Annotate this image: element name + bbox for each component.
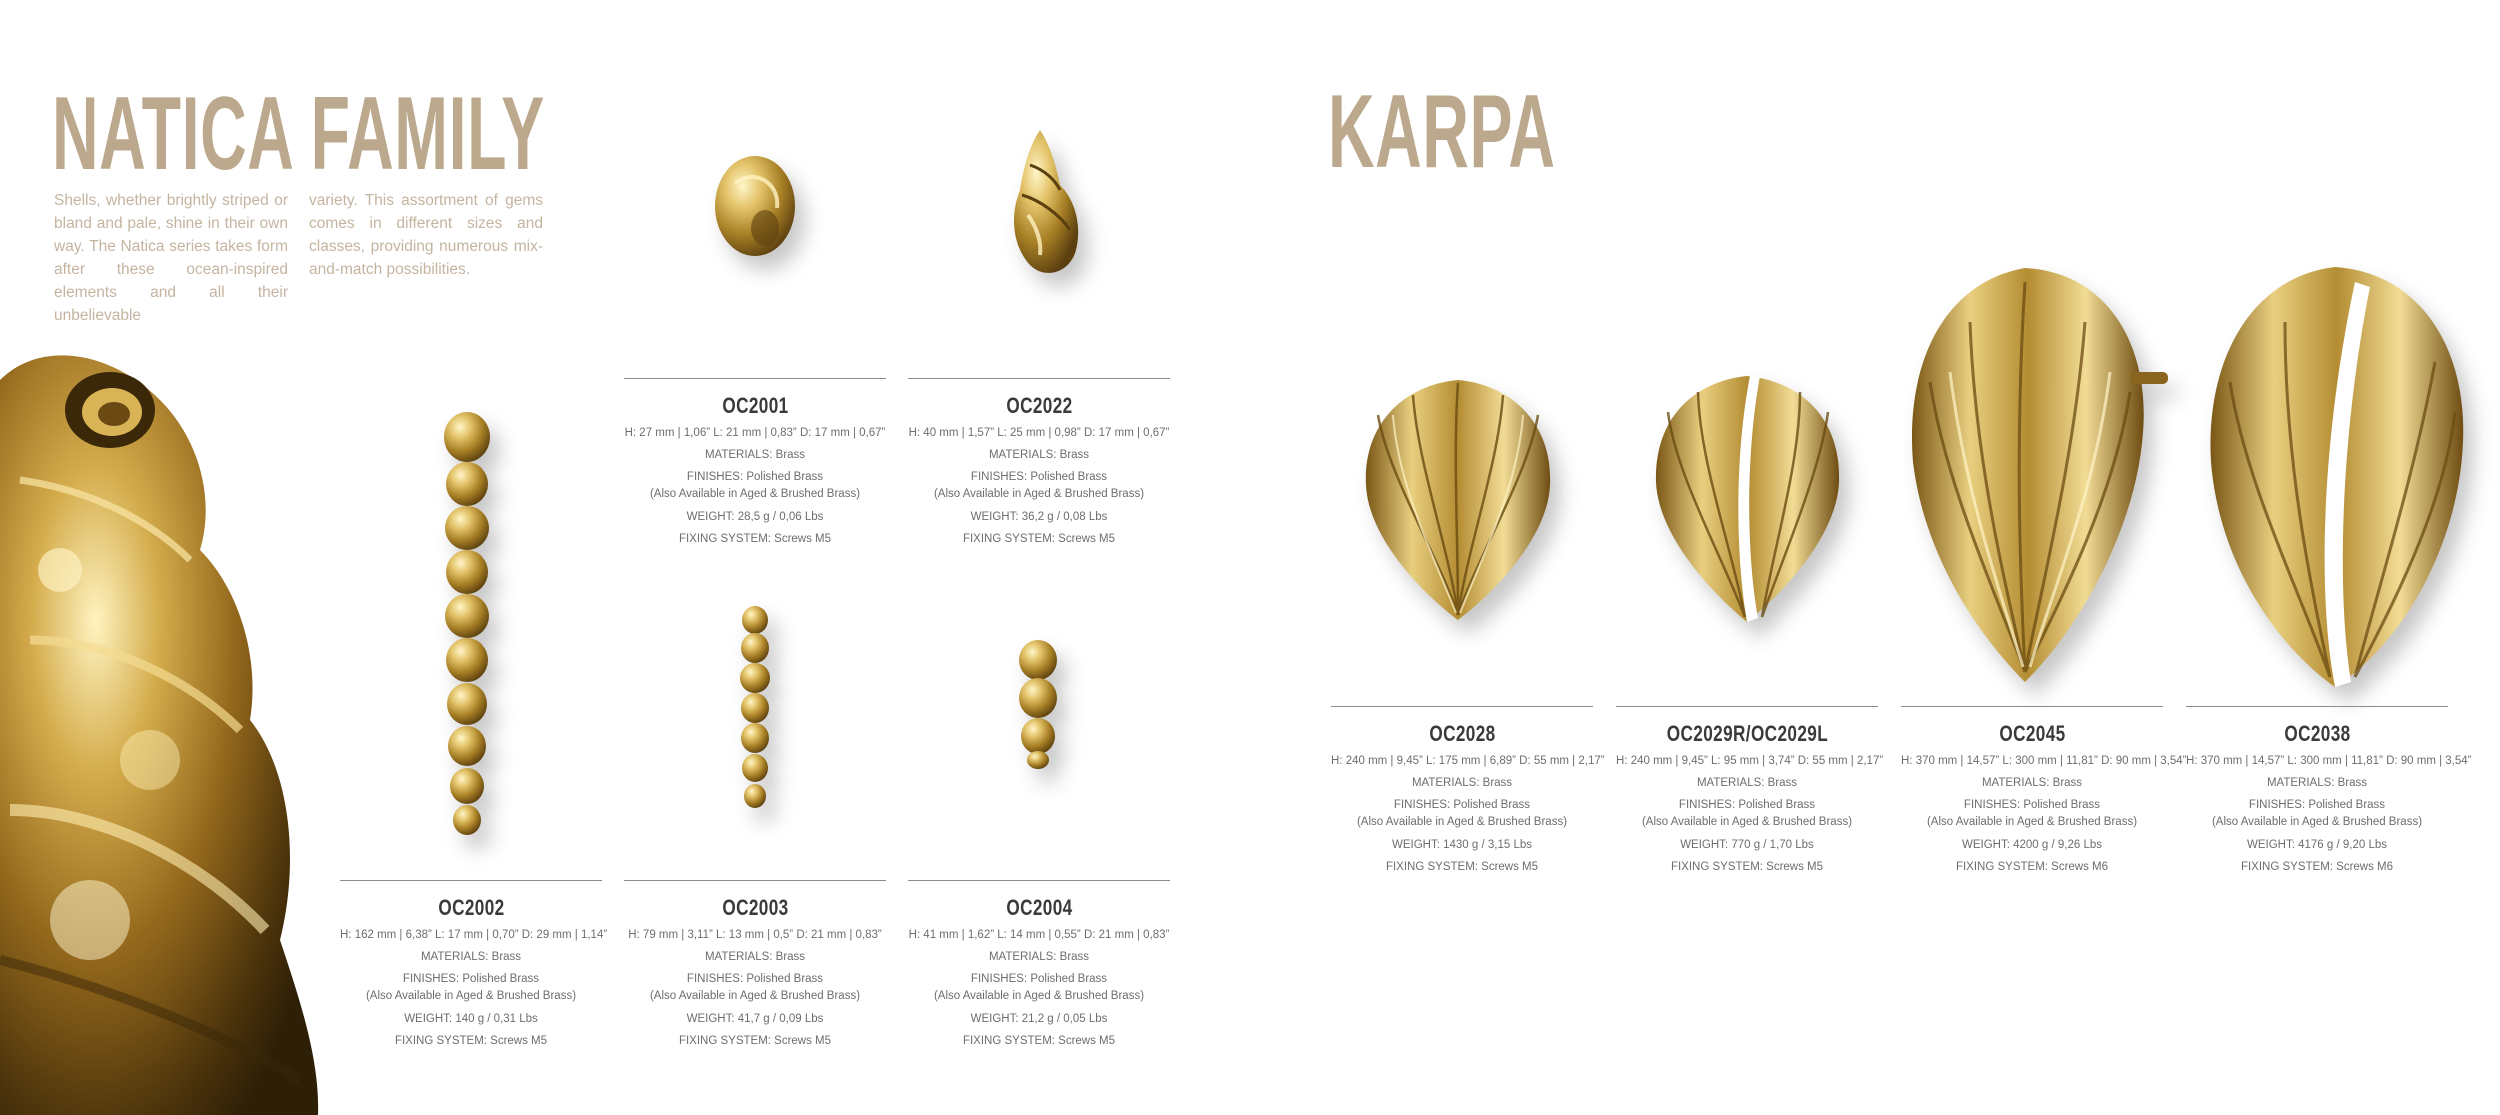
product-image-oc2004 [1013,640,1063,770]
product-weight: WEIGHT: 4200 g / 9,26 Lbs [1962,839,2102,851]
product-finishes: FINISHES: Polished Brass [970,973,1108,985]
divider [624,378,886,379]
product-fixing: FIXING SYSTEM: Screws M5 [1385,861,1539,873]
product-code: OC2002 [437,895,505,920]
product-weight: WEIGHT: 28,5 g / 0,06 Lbs [686,511,824,523]
product-finishes: FINISHES: Polished Brass [970,471,1108,483]
product-code: OC2045 [1998,721,2066,746]
product-materials: MATERIALS: Brass [1411,777,1513,789]
product-materials: MATERIALS: Brass [420,951,522,963]
product-finishes-alt: (Also Available in Aged & Brushed Brass) [649,488,861,500]
product-fixing: FIXING SYSTEM: Screws M6 [2240,861,2394,873]
product-fixing: FIXING SYSTEM: Screws M5 [394,1035,548,1047]
product-image-oc2028 [1358,375,1558,625]
product-spec-oc2004 [908,880,1170,1055]
product-code: OC2004 [1005,895,1073,920]
product-image-oc2002 [432,412,502,837]
product-spec-oc2045 [1901,706,2187,881]
product-materials: MATERIALS: Brass [704,951,806,963]
product-finishes-alt: (Also Available in Aged & Brushed Brass) [649,990,861,1002]
product-dimensions: H: 162 mm | 6,38” L: 17 mm | 0,70” D: 29 mm | 1,14” [340,929,608,941]
product-finishes: FINISHES: Polished Brass [1678,799,1816,811]
product-weight: WEIGHT: 1430 g / 3,15 Lbs [1392,839,1532,851]
product-image-oc2003 [733,606,778,810]
product-weight: WEIGHT: 41,7 g / 0,09 Lbs [686,1013,824,1025]
product-spec-oc2029 [1616,706,1884,881]
product-spec-oc2003 [624,880,886,1055]
product-weight: WEIGHT: 4176 g / 9,20 Lbs [2247,839,2387,851]
product-materials: MATERIALS: Brass [1981,777,2083,789]
product-finishes: FINISHES: Polished Brass [686,973,824,985]
divider [1331,706,1593,707]
product-dimensions: H: 370 mm | 14,57” L: 300 mm | 11,81” D: 90 mm | 3,54” [1901,755,2187,767]
product-finishes-alt: (Also Available in Aged & Brushed Brass) [1641,816,1853,828]
divider [2186,706,2448,707]
product-image-oc2045 [1905,262,2170,687]
product-dimensions: H: 79 mm | 3,11” L: 13 mm | 0,5” D: 21 mm | 0,83” [628,929,882,941]
product-finishes-alt: (Also Available in Aged & Brushed Brass) [933,488,1145,500]
product-code: OC2003 [721,895,789,920]
product-spec-oc2028 [1331,706,1605,881]
product-image-oc2001 [705,148,835,278]
product-finishes: FINISHES: Polished Brass [686,471,824,483]
product-dimensions: H: 41 mm | 1,62” L: 14 mm | 0,55” D: 21 mm | 0,83” [908,929,1170,941]
product-finishes-alt: (Also Available in Aged & Brushed Brass) [1926,816,2138,828]
product-image-oc2029 [1650,372,1845,627]
product-dimensions: H: 27 mm | 1,06” L: 21 mm | 0,83” D: 17 mm | 0,67” [624,427,886,439]
product-finishes: FINISHES: Polished Brass [1963,799,2101,811]
product-weight: WEIGHT: 21,2 g / 0,05 Lbs [970,1013,1108,1025]
product-fixing: FIXING SYSTEM: Screws M5 [678,1035,832,1047]
product-spec-oc2002 [340,880,608,1055]
natica-intro-col1: Shells, whether brightly striped or bland and pale, shine in their own way. The Natica series takes form after these ocean-inspired elements and all their unbelievable [54,192,288,324]
product-weight: WEIGHT: 140 g / 0,31 Lbs [404,1013,538,1025]
product-code: OC2028 [1428,721,1496,746]
product-code: OC2029R/OC2029L [1666,721,1828,746]
product-image-oc2022 [990,125,1100,285]
large-shell-photo [0,340,330,1115]
product-finishes-alt: (Also Available in Aged & Brushed Brass) [1356,816,1568,828]
product-image-oc2038 [2205,262,2475,692]
product-materials: MATERIALS: Brass [1696,777,1798,789]
karpa-title: KARPA [1328,74,1556,190]
product-finishes-alt: (Also Available in Aged & Brushed Brass) [365,990,577,1002]
product-code: OC2038 [2283,721,2351,746]
product-materials: MATERIALS: Brass [988,449,1090,461]
product-weight: WEIGHT: 770 g / 1,70 Lbs [1680,839,1814,851]
product-finishes: FINISHES: Polished Brass [402,973,540,985]
product-fixing: FIXING SYSTEM: Screws M5 [1670,861,1824,873]
product-code: OC2022 [1005,393,1073,418]
product-finishes-alt: (Also Available in Aged & Brushed Brass) [2211,816,2423,828]
product-materials: MATERIALS: Brass [2266,777,2368,789]
product-finishes: FINISHES: Polished Brass [2248,799,2386,811]
product-dimensions: H: 240 mm | 9,45” L: 95 mm | 3,74” D: 55 mm | 2,17” [1616,755,1884,767]
divider [908,378,1170,379]
product-spec-oc2038 [2186,706,2472,881]
product-materials: MATERIALS: Brass [704,449,806,461]
product-finishes-alt: (Also Available in Aged & Brushed Brass) [933,990,1145,1002]
divider [1616,706,1878,707]
divider [624,880,886,881]
product-weight: WEIGHT: 36,2 g / 0,08 Lbs [970,511,1108,523]
divider [908,880,1170,881]
product-dimensions: H: 370 mm | 14,57” L: 300 mm | 11,81” D: 90 mm | 3,54” [2186,755,2472,767]
product-fixing: FIXING SYSTEM: Screws M5 [962,1035,1116,1047]
product-dimensions: H: 240 mm | 9,45” L: 175 mm | 6,89” D: 55 mm | 2,17” [1331,755,1605,767]
natica-intro-col2: variety. This assortment of gems comes in different sizes and classes, providing numerous mix-and-match possibilities. [309,192,543,278]
product-fixing: FIXING SYSTEM: Screws M5 [962,533,1116,545]
divider [340,880,602,881]
product-fixing: FIXING SYSTEM: Screws M6 [1955,861,2109,873]
natica-title: NATICA FAMILY [52,76,545,192]
product-materials: MATERIALS: Brass [988,951,1090,963]
product-fixing: FIXING SYSTEM: Screws M5 [678,533,832,545]
product-spec-oc2022 [908,378,1170,553]
product-finishes: FINISHES: Polished Brass [1393,799,1531,811]
product-code: OC2001 [721,393,789,418]
product-spec-oc2001 [624,378,886,553]
divider [1901,706,2163,707]
product-dimensions: H: 40 mm | 1,57” L: 25 mm | 0,98” D: 17 mm | 0,67” [908,427,1170,439]
